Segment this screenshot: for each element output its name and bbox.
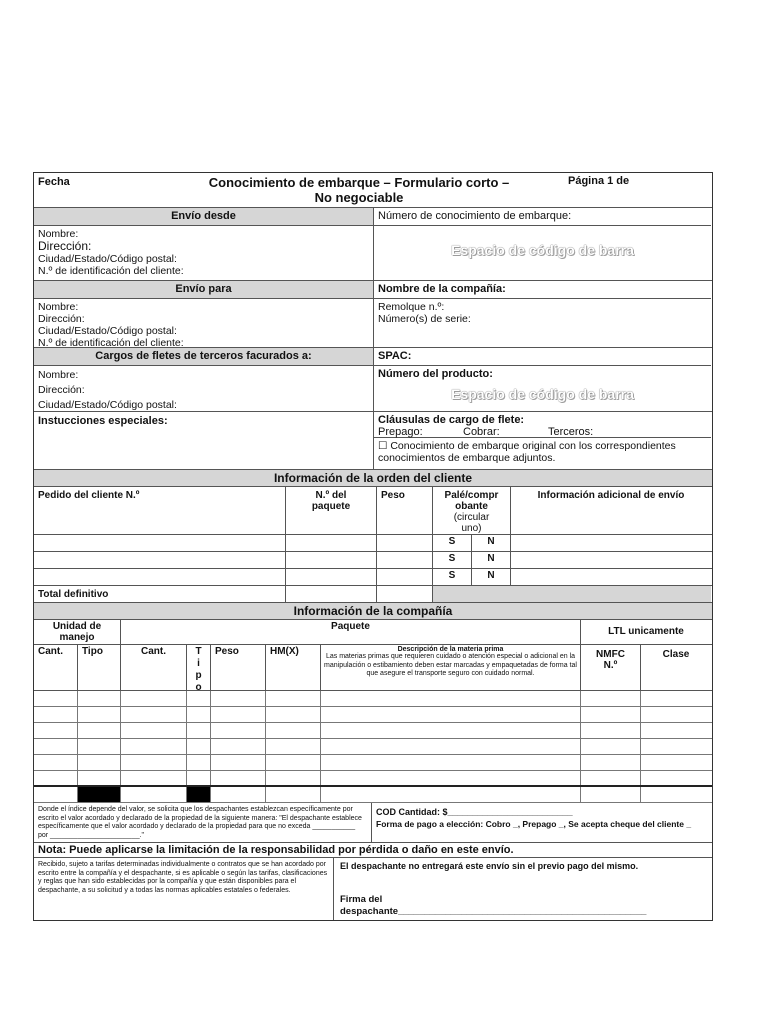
package-header: Paquete [121,620,581,644]
date-label: Fecha [38,176,70,188]
original-bol-text: Conocimiento de embarque original con los correspondientes conocimientos de embarque adjuntos. [378,440,676,464]
signature-row [34,858,712,920]
col-nmfc [581,645,641,690]
original-bol-option [374,438,711,466]
ltl-header: LTL unicamente [608,626,684,637]
company-info-title-row [34,603,712,620]
col-class: Clase [662,649,690,660]
customer-order-header [34,487,712,535]
form-title-line1: Conocimiento de embarque – Formulario corto – [208,175,510,190]
ship-from-client-id: N.º de identificación del cliente: [38,265,184,277]
ship-from-address: Dirección: [38,239,92,253]
freight-terms-label: Cláusulas de cargo de flete: [378,414,525,426]
pallet-no[interactable]: N [472,552,511,568]
ship-from-section [34,208,374,280]
company-info-columns [34,645,712,691]
shipper-section [334,858,711,920]
shipper-signature[interactable] [340,894,646,918]
page-label: Página 1 de [568,175,630,187]
col-weight: Peso [377,487,433,534]
ship-from-city: Ciudad/Estado/Código postal: [38,253,177,265]
pallet-no[interactable]: N [472,569,511,585]
col-pallet-4: uno) [461,523,482,534]
ship-to-row [34,281,712,348]
col-additional-info: Información adicional de envío [537,490,685,501]
spac-label: SPAC: [374,348,711,366]
product-barcode-space: Espacio de código de barra [451,386,634,402]
table-row [34,691,712,707]
bol-number-section [374,208,711,280]
third-party-name: Nombre: [38,369,79,381]
col-pkg-type-letter: o [195,682,202,690]
spac-product-section [374,348,711,411]
company-info-title: Información de la compañía [293,604,453,618]
liability-note-row [34,843,712,858]
col-nmfc-1: NMFC [596,649,625,660]
cod-amount: COD Cantidad: $_________________________ [376,807,573,817]
ship-to-city: Ciudad/Estado/Código postal: [38,325,177,337]
form-title [154,173,564,207]
table-row [34,723,712,739]
third-party-terms-label: Terceros: [548,426,594,438]
ship-from-title: Envío desde [34,208,373,226]
col-customer-order: Pedido del cliente N.º [34,487,286,534]
table-row [34,755,712,771]
customer-order-title: Información de la orden del cliente [273,471,473,485]
checkbox-icon[interactable]: ☐ [378,440,388,452]
form-title-line2: No negociable [314,190,404,205]
col-pallet [433,487,511,534]
table-row [34,771,712,787]
col-hu-qty: Cant. [34,645,78,690]
bill-of-lading-form [33,172,713,921]
declared-value-text: Donde el índice depende del valor, se solicita que los despachantes establezcan específicamente por escrito el valor acordado y declarado de la propiedad de la siguiente manera: "El despachante establece específicamente que el valor acordado y declarado de la propiedad para que no exceda ___________ por _______________________." [34,803,372,842]
order-row-1 [34,535,712,552]
pallet-yes[interactable]: S [433,569,472,585]
bol-number-label: Número de conocimiento de embarque: [374,208,711,226]
description-text: Las materias primas que requieren cuidado o atención especial o adicional en la manipulación o estibamiento deben estar marcadas y empaquetadas de forma tal que asegure el transporte seguro con cuidado normal. [324,653,577,677]
customer-order-title-row [34,470,712,487]
col-pkg-type-letter: p [195,670,202,681]
cod-section [372,803,711,842]
value-cod-row [34,803,712,843]
company-name-label: Nombre de la compañía: [374,281,711,299]
no-delivery-text: El despachante no entregará este envío sin el previo pago del mismo. [340,861,639,871]
col-package-count [286,487,377,534]
col-description [321,645,581,690]
col-pallet-3: (circular [453,512,490,523]
ship-to-section [34,281,374,347]
ship-to-name: Nombre: [38,301,79,313]
col-nmfc-2: N.º [603,660,618,671]
special-instructions-label: Instucciones especiales: [34,412,374,469]
product-number-label: Número del producto: [378,368,493,380]
shipper-signature-label-2: despachante_______________________________________________ [340,906,647,917]
form-header [34,173,712,208]
third-party-address: Dirección: [38,384,85,396]
col-pallet-1: Palé/compr [444,490,499,501]
col-pkg-type-letter: i [197,658,200,669]
collect-label: Cobrar: [463,426,500,438]
order-row-2 [34,552,712,569]
shipper-signature-label-1: Firma del [340,894,383,905]
cod-payment-method: Forma de pago a elección: Cobro _, Prepago _, Se acepta cheque del cliente _ [376,819,692,829]
table-row [34,739,712,755]
col-package-count-2: paquete [311,501,351,512]
liability-note: Nota: Puede aplicarse la limitación de la responsabilidad por pérdida o daño en este envío. [38,844,514,856]
ship-to-title: Envío para [34,281,373,299]
col-hu-type: Tipo [78,645,121,690]
serial-number-label: Número(s) de serie: [378,313,471,325]
order-row-3 [34,569,712,586]
company-info-group-header [34,620,712,645]
order-total-row [34,586,712,603]
grand-total-label: Total definitivo [34,586,286,602]
instructions-row [34,412,712,470]
handling-unit-header: Unidad de manejo [34,620,121,644]
prepaid-label: Prepago: [378,426,423,438]
freight-terms-section [374,412,711,469]
ship-to-address: Dirección: [38,313,85,325]
third-party-row [34,348,712,412]
col-package-count-1: N.º del [315,490,347,501]
pallet-no[interactable]: N [472,535,511,551]
third-party-title: Cargos de fletes de terceros facurados a: [34,348,373,366]
third-party-section [34,348,374,411]
trailer-number-label: Remolque n.º: [378,301,445,313]
table-total-row [34,787,712,803]
col-pkg-weight: Peso [211,645,266,690]
pallet-yes[interactable]: S [433,535,472,551]
col-pkg-type [187,645,211,690]
ship-to-client-id: N.º de identificación del cliente: [38,337,184,347]
col-pkg-type-letter: T [195,646,202,657]
ship-from-name: Nombre: [38,228,79,240]
third-party-city: Ciudad/Estado/Código postal: [38,399,177,411]
table-row [34,707,712,723]
received-text: Recibido, sujeto a tarifas determinadas individualmente o contratos que se han acordado por escrito entre la compañía y el despachante, si es aplicable o según las tarifas, clasificaciones y reglas que han sido establecidas por la compañía y que están disponibles para el despachante, a su solicitud y a todas las normas aplicables estatales o federales. [34,858,334,920]
pallet-yes[interactable]: S [433,552,472,568]
col-pkg-qty: Cant. [121,645,187,690]
company-info-rows [34,691,712,803]
col-hm: HM(X) [266,645,321,690]
col-pallet-2: obante [455,501,488,512]
description-title: Descripción de la materia prima [397,646,504,653]
ship-from-row [34,208,712,281]
bol-barcode-space: Espacio de código de barra [451,242,634,258]
company-section [374,281,711,347]
